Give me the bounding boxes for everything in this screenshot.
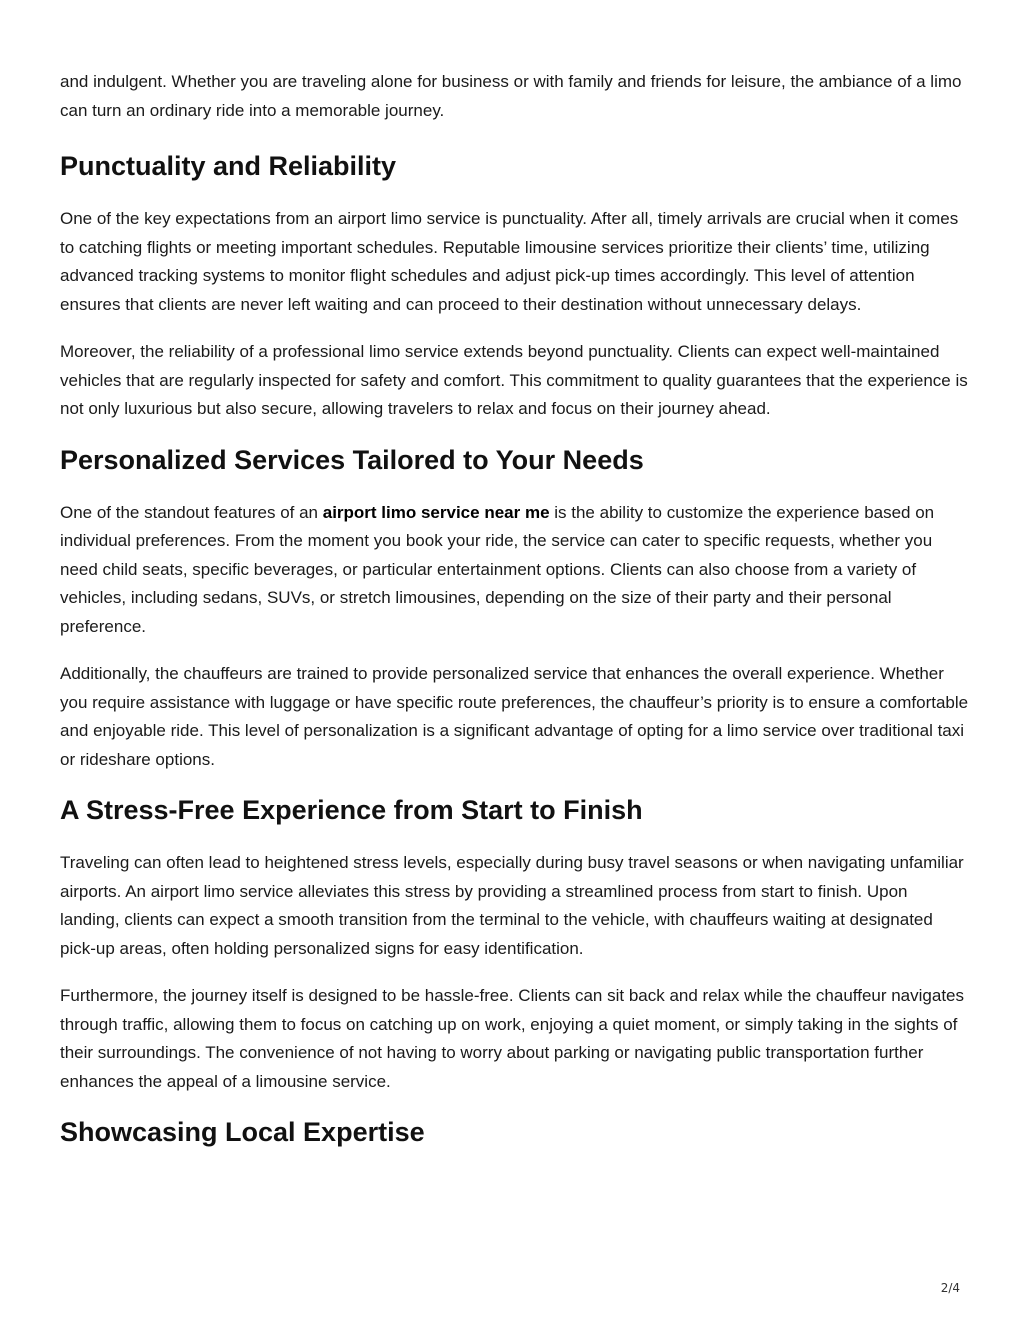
section-heading-punctuality: Punctuality and Reliability (60, 151, 397, 181)
section-heading-local-expertise: Showcasing Local Expertise (60, 1117, 425, 1147)
paragraph-personalized-2: Additionally, the chauffeurs are trained to provide personalized service that enhances the overall experience. Whether you require assistance with luggage or have specific route preferences, the chauffeur’s priority is to ensure a comfortable and enjoyable ride. This level of personalization is a significant advantage of opting for a limo service over traditional taxi or rideshare options. (60, 664, 969, 769)
intro-paragraph: and indulgent. Whether you are traveling alone for business or with family and friends for leisure, the ambiance of a limo can turn an ordinary ride into a memorable journey. (60, 72, 962, 120)
document-page (60, 68, 970, 1171)
paragraph-punctuality-2: Moreover, the reliability of a professional limo service extends beyond punctuality. Clients can expect well-maintained vehicles that are regularly inspected for safety and comfort. This commitment to quality guarantees that the experience is not only luxurious but also secure, allowing travelers to relax and focus on their journey ahead. (60, 342, 968, 418)
paragraph-stress-free-1: Traveling can often lead to heightened stress levels, especially during busy travel seasons or when navigating unfamiliar airports. An airport limo service alleviates this stress by providing a streamlined process from start to finish. Upon landing, clients can expect a smooth transition from the terminal to the vehicle, with chauffeurs waiting at designated pick-up areas, often holding personalized signs for easy identification. (60, 853, 964, 958)
section-heading-stress-free: A Stress-Free Experience from Start to Finish (60, 795, 643, 825)
section-heading-personalized: Personalized Services Tailored to Your Needs (60, 444, 644, 475)
page-number: 2/4 (940, 1281, 960, 1295)
keyword-link: airport limo service near me (322, 502, 550, 522)
paragraph-personalized-1 (60, 499, 970, 642)
paragraph-punctuality-1: One of the key expectations from an airport limo service is punctuality. After all, timely arrivals are crucial when it comes to catching flights or meeting important schedules. Reputable limousine services prioritize their clients’ time, utilizing advanced tracking systems to monitor flight schedules and adjust pick-up times accordingly. This level of attention ensures that clients are never left waiting and can proceed to their destination without unnecessary delays. (60, 209, 959, 314)
paragraph-text: One of the standout features of an (60, 502, 323, 522)
paragraph-text: is the ability to customize the experience based on individual preferences. From the moment you book your ride, the service can cater to specific requests, whether you need child seats, specific beverages, or particular entertainment options. Clients can also choose from a variety of vehicles, including sedans, SUVs, or stretch limousines, depending on the size of their party and their personal preference. (60, 502, 935, 636)
paragraph-stress-free-2: Furthermore, the journey itself is designed to be hassle-free. Clients can sit back and relax while the chauffeur navigates through traffic, allowing them to focus on catching up on work, enjoying a quiet moment, or simply taking in the sights of their surroundings. The convenience of not having to worry about parking or navigating public transportation further enhances the appeal of a limousine service. (60, 986, 965, 1091)
